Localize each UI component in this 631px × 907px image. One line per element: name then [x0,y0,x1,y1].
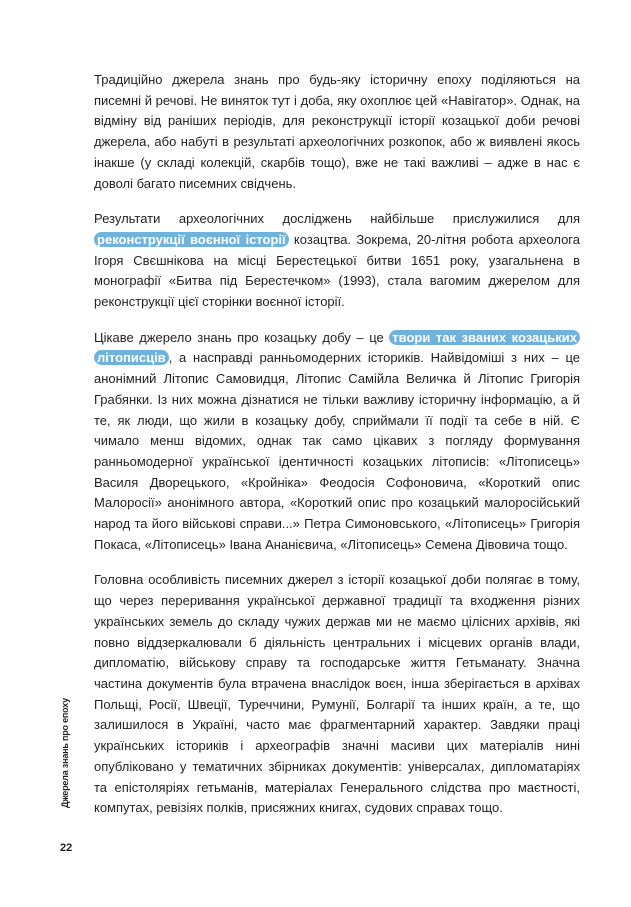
paragraph-text: козацтва. Зокрема, 20-літня робота археолога Ігоря Свєшнікова на місці Берестецької битви 1651 року, узагальнена в монографії «Битва під Берестечком» (1993), стала вагомим джерелом для реконструкції цієї сторінки воєнної історії. [94,231,580,310]
paragraph-4 [94,570,580,818]
paragraph-text: , а насправді ранньомодерних істориків. Найвідоміші з них – це анонімний Літопис Самовидця, Літопис Самійла Величка й Літопис Григорія Грабянки. Із них можна дізнатися не тільки важливу історичну інформацію, а й те, як люди, що жили в козацьку добу, сприймали її події та себе в ній. Є чимало менш відомих, однак так само цікавих з погляду формування ранньомодерної української ідентичності козацьких літописів: «Літописець» Василя Дворецького, «Кройніка» Феодосія Софоновича, «Короткий опис Малоросії» анонімного автора, «Короткий опис про козацький малоросійський народ та його військові справи...» Петра Симоновського, «Літописець» Григорія Покаса, «Літописець» Івана Ананієвича, «Літописець» Семена Дівовича тощо. [94,350,580,552]
paragraph-text: Результати археологічних досліджень найбільше прислужилися для [94,211,580,227]
paragraph-text: Головна особливість писемних джерел з історії козацької доби полягає в тому, що через переривання української державної традиції та входження різних українських земель до складу чужих держав ми не маємо цілісних архівів, які повно віддзеркалювали б діяльність центральних і місцевих органів влади, дипломатію, військову справу та господарське життя Гетьманату. Значна частина документів була втрачена внаслідок воєн, інша зберігається в архівах Польщі, Росії, Швеції, Туреччини, Румунії, Болгарії та інших країн, а те, що залишилося в Україні, часто має фрагментарний характер. Завдяки праці українських істориків і археографів значні масиви цих матеріалів нині опубліковано у тематичних збірниках документів: універсалах, дипломатаріях та епістоляріях гетьманів, матеріалах Генерального слідства про маєтності, компутах, ревізіях полків, присяжних книгах, судових справах тощо. [94,572,580,816]
main-text [94,70,580,834]
highlight-term: твори так званих козацьких літописців [94,330,580,366]
highlight-term: реконструкції воєнної історії [94,232,289,247]
paragraph-1 [94,70,580,194]
running-section-title: Джерела знань про епоху [60,698,70,808]
paragraph-3 [94,328,580,556]
paragraph-text: Традиційно джерела знань про будь-яку історичну епоху поділяються на писемні й речові. Не виняток тут і доба, яку охоплює цей «Навігатор». Однак, на відміну від раніших періодів, для реконструкції історії козацької доби речові джерела, або набуті в результаті археологічних розкопок, або ж виявлені якось інакше (у складі колекцій, скарбів тощо), вже не такі важливі – адже в нас є доволі багато писемних свідчень. [94,72,580,191]
page-number: 22 [60,842,73,854]
paragraph-2 [94,209,580,313]
paragraph-text: Цікаве джерело знань про козацьку добу – це [94,329,390,345]
